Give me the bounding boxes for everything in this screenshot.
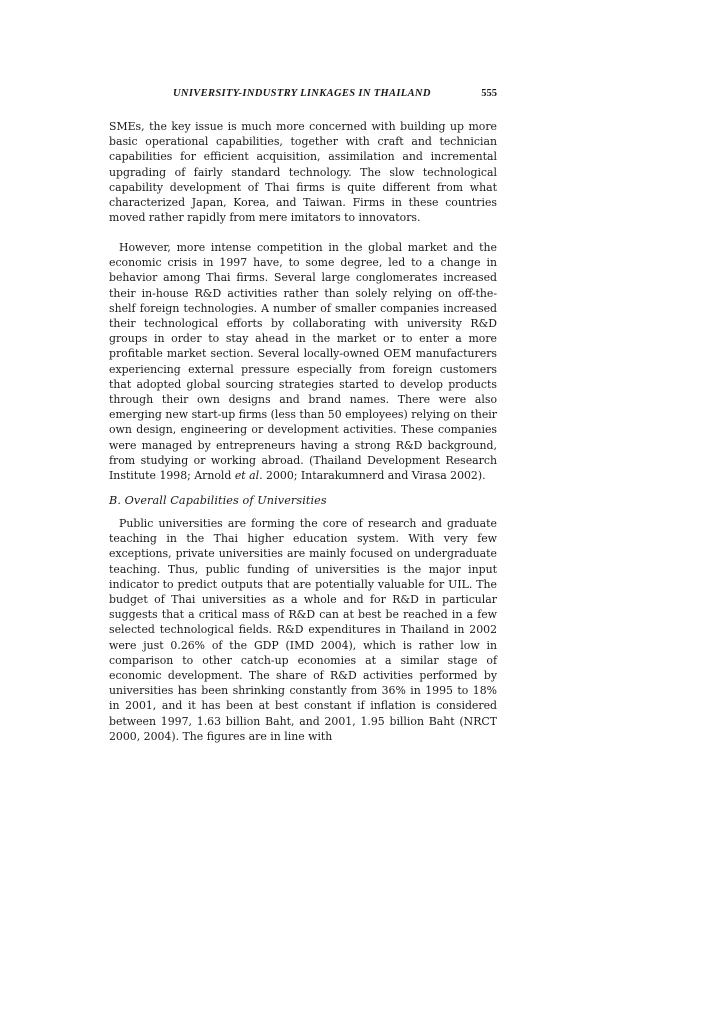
section-heading: B. Overall Capabilities of Universities (109, 494, 327, 507)
page-number: 555 (481, 88, 497, 99)
running-title: UNIVERSITY-INDUSTRY LINKAGES IN THAILAND (173, 88, 431, 99)
paragraph-2-italic: et al. (234, 469, 263, 483)
paragraph-2-text-b: 2000; Intarakumnerd and Virasa 2002). (262, 469, 486, 483)
paragraph-1: SMEs, the key issue is much more concerned with building up more basic operational capabilities, together with craft and technician capabilities for efficient acquisition, assimilation and incremental upgrading of fairly standard technology. The slow technological capability development of Thai firms is quite different from what characterized Japan, Korea, and Taiwan. Firms in these countries moved rather rapidly from mere imitators to innovators. (109, 120, 497, 225)
paragraph-2-text-a: However, more intense competition in the global market and the economic crisis in 1997 have, to some degree, led to a change in behavior among Thai firms. Several large conglomerates increased their in-house R&D activities rather than solely relying on off-the-shelf foreign technologies. A number of smaller companies increased their technological efforts by collaborating with university R&D groups in order to stay ahead in the market or to enter a more profitable market section. Several locally-owned OEM manufacturers experiencing external pressure especially from foreign customers that adopted global sourcing strategies started to develop products through their own designs and brand names. There were also emerging new start-up firms (less than 50 employees) relying on their own design, engineering or development activities. These companies were managed by entrepreneurs having a strong R&D background, from studying or working abroad. (Thailand Development Research Institute 1998; Arnold (109, 241, 497, 483)
paragraph-3: Public universities are forming the core of research and graduate teaching in the Thai higher education system. With very few exceptions, private universities are mainly focused on undergraduate teaching. Thus, public funding of universities is the major input indicator to predict outputs that are potentially valuable for UIL. The budget of Thai universities as a whole and for R&D in particular suggests that a critical mass of R&D can at best be reached in a few selected technological fields. R&D expenditures in Thailand in 2002 were just 0.26% of the GDP (IMD 2004), which is rather low in comparison to other catch-up economies at a similar stage of economic development. The share of R&D activities performed by universities has been shrinking constantly from 36% in 1995 to 18% in 2001, and it has been at best constant if inflation is considered between 1997, 1.63 billion Baht, and 2001, 1.95 billion Baht (NRCT 2000, 2004). The figures are in line with (109, 517, 497, 743)
paragraph-2 (109, 240, 497, 483)
running-head (109, 88, 497, 104)
